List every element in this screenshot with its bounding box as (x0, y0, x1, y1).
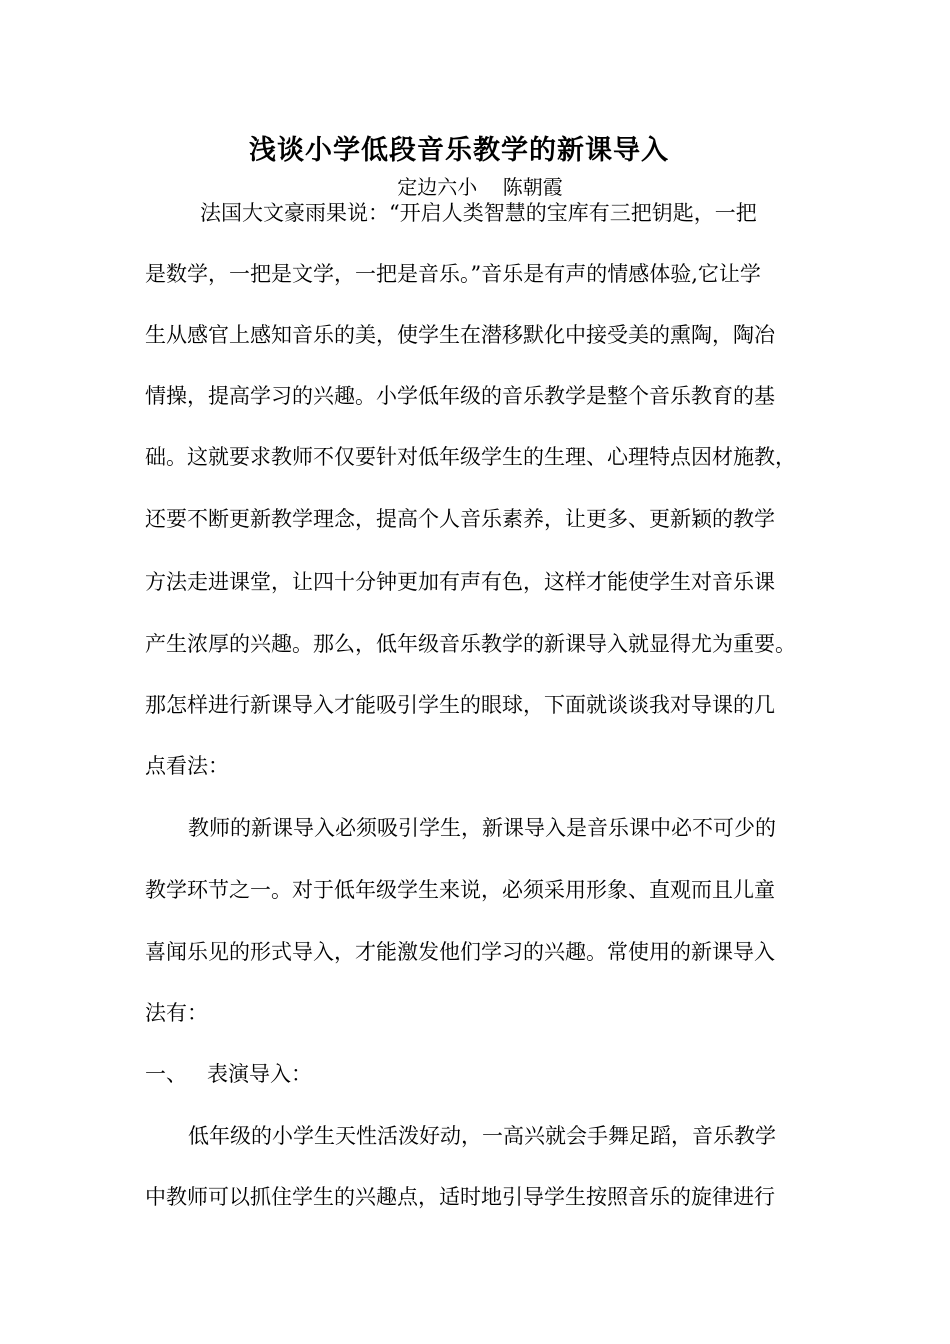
paragraph-line: 那怎样进行新课导入才能吸引学生的眼球，下面就谈谈我对导课的几 (145, 693, 775, 717)
paragraph-line: 点看法： (145, 754, 229, 778)
paragraph-line: 教师的新课导入必须吸引学生，新课导入是音乐课中必不可少的 (188, 816, 776, 840)
paragraph-line: 础。这就要求教师不仅要针对低年级学生的生理、心理特点因材施教， (145, 445, 796, 469)
paragraph-line: 产生浓厚的兴趣。那么，低年级音乐教学的新课导入就显得尤为重要。 (145, 632, 796, 656)
author-line: 定边六小 陈朝霞 (397, 175, 563, 199)
paragraph-line: 法有： (145, 1001, 208, 1025)
paragraph-line: 法国大文豪雨果说：“开启人类智慧的宝库有三把钥匙，一把 (200, 201, 757, 225)
paragraph-line: 低年级的小学生天性活泼好动，一高兴就会手舞足蹈，音乐教学 (188, 1124, 776, 1148)
paragraph-line: 情操，提高学习的兴趣。小学低年级的音乐教学是整个音乐教育的基 (145, 384, 775, 408)
section-heading: 一、 表演导入： (145, 1062, 313, 1086)
paragraph-line: 是数学，一把是文学，一把是音乐。”音乐是有声的情感体验,它让学 (145, 262, 761, 286)
paragraph-line: 教学环节之一。对于低年级学生来说，必须采用形象、直观而且儿童 (145, 878, 775, 902)
paragraph-line: 方法走进课堂，让四十分钟更加有声有色，这样才能使学生对音乐课 (145, 570, 775, 594)
paragraph-line: 中教师可以抓住学生的兴趣点，适时地引导学生按照音乐的旋律进行 (145, 1185, 775, 1209)
paragraph-line: 生从感官上感知音乐的美，使学生在潜移默化中接受美的熏陶，陶冶 (145, 323, 775, 347)
paragraph-line: 还要不断更新教学理念，提高个人音乐素养，让更多、更新颖的教学 (145, 507, 775, 531)
paragraph-line: 喜闻乐见的形式导入，才能激发他们学习的兴趣。常使用的新课导入 (145, 940, 775, 964)
document-title: 浅谈小学低段音乐教学的新课导入 (249, 135, 669, 166)
